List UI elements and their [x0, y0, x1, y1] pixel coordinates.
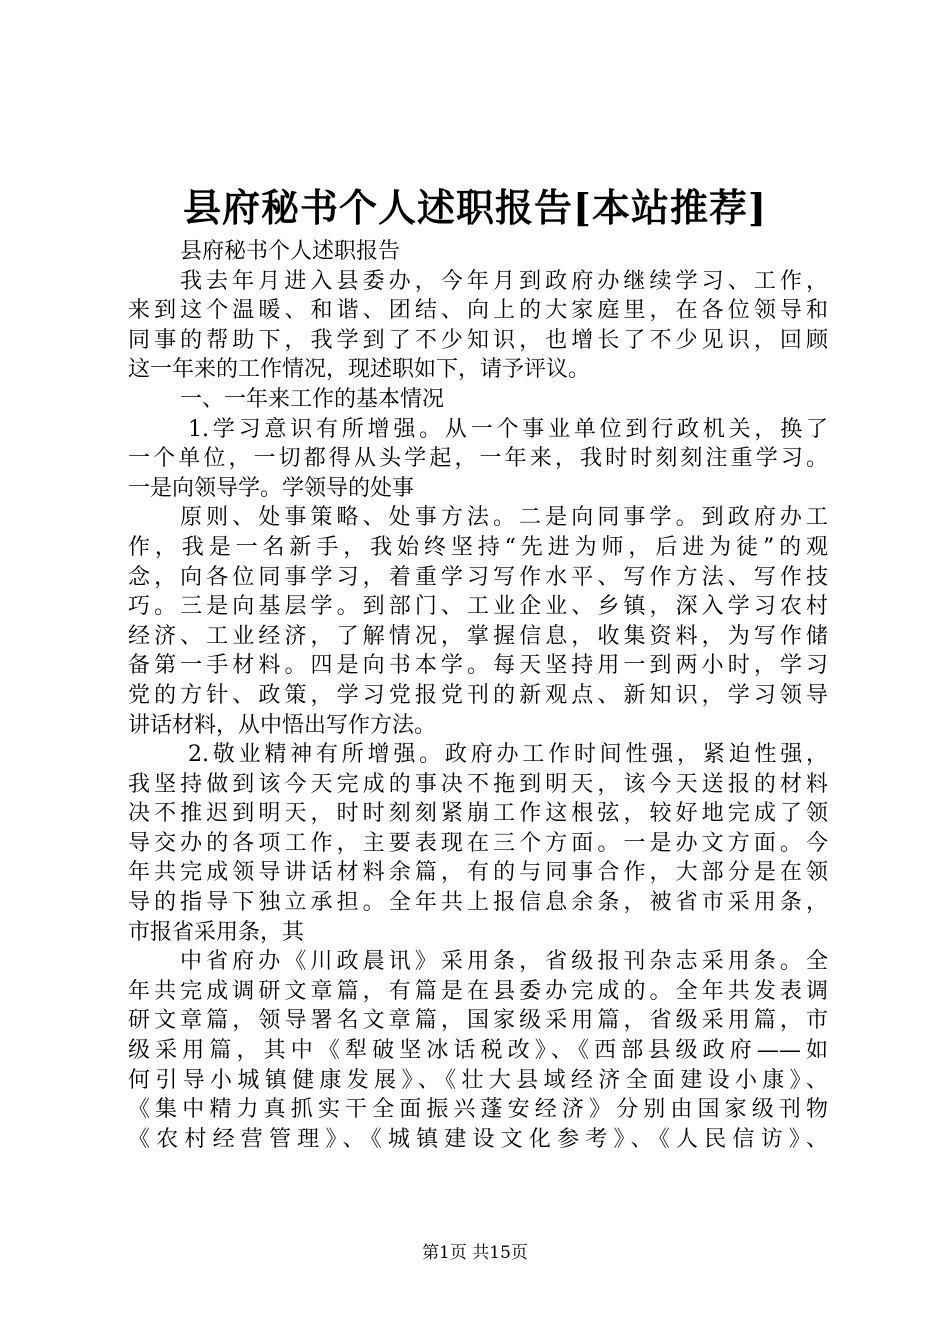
paragraph-line: 市报省采用条，其 — [128, 919, 305, 945]
paragraph-line: 我去年月进入县委办，今年月到政府办继续学习、工作， — [180, 268, 828, 294]
paragraph-line: 年共完成调研文章篇，有篇是在县委办完成的。全年共发表调 — [128, 978, 828, 1004]
paragraph-line: 巧。三是向基层学。到部门、工业企业、乡镇，深入学习农村 — [128, 594, 828, 620]
paragraph-line: 讲话材料，从中悟出写作方法。 — [128, 712, 437, 738]
paragraph-line: 一是向领导学。学领导的处事 — [128, 475, 415, 501]
paragraph-line: 级采用篇，其中《犁破坚冰话税改》、《西部县级政府——如 — [128, 1038, 828, 1064]
section-heading: 一、一年来工作的基本情况 — [180, 386, 445, 412]
paragraph-line: 研文章篇，领导署名文章篇，国家级采用篇，省级采用篇，市 — [128, 1008, 828, 1034]
paragraph-line: 导交办的各项工作，主要表现在三个方面。一是办文方面。今 — [128, 830, 828, 856]
paragraph-line: 2.敬业精神有所增强。政府办工作时间性强，紧迫性强， — [188, 742, 828, 768]
paragraph-line: 《集中精力真抓实干全面振兴蓬安经济》分别由国家级刊物 — [128, 1097, 828, 1123]
paragraph-line: 何引导小城镇健康发展》、《壮大县域经济全面建设小康》、 — [128, 1067, 828, 1093]
paragraph-line: 经济、工业经济，了解情况，掌握信息，收集资料，为写作储 — [128, 623, 828, 649]
paragraph-line: 一个单位，一切都得从头学起，一年来，我时时刻刻注重学习。 — [128, 446, 828, 472]
paragraph-line: 念，向各位同事学习，着重学习写作水平、写作方法、写作技 — [128, 564, 828, 590]
paragraph-line: 我坚持做到该今天完成的事决不拖到明天，该今天送报的材料 — [128, 771, 828, 797]
paragraph-line: 这一年来的工作情况，现述职如下，请予评议。 — [128, 357, 591, 383]
paragraph-line: 备第一手材料。四是向书本学。每天坚持用一到两小时，学习 — [128, 653, 828, 679]
document-title: 县府秘书个人述职报告[本站推荐] — [183, 185, 767, 230]
paragraph-line: 1.学习意识有所增强。从一个事业单位到行政机关，换了 — [188, 416, 828, 442]
paragraph-line: 同事的帮助下，我学到了不少知识，也增长了不少见识，回顾 — [128, 327, 828, 353]
paragraph-line: 决不推迟到明天，时时刻刻紧崩工作这根弦，较好地完成了领 — [128, 801, 828, 827]
paragraph-line: 中省府办《川政晨讯》采用条，省级报刊杂志采用条。全 — [180, 949, 828, 975]
paragraph-line: 《农村经营管理》、《城镇建设文化参考》、《人民信访》、 — [128, 1126, 828, 1152]
subtitle-line: 县府秘书个人述职报告 — [180, 239, 401, 264]
document-body — [128, 237, 828, 1154]
paragraph-line: 作，我是一名新手，我始终坚持“先进为师，后进为徒”的观 — [128, 534, 828, 560]
paragraph-line: 年共完成领导讲话材料余篇，有的与同事合作，大部分是在领 — [128, 860, 828, 886]
paragraph-line: 导的指导下独立承担。全年共上报信息余条，被省市采用条， — [128, 890, 828, 916]
paragraph-line: 原则、处事策略、处事方法。二是向同事学。到政府办工 — [180, 505, 828, 531]
paragraph-line: 党的方针、政策，学习党报党刊的新观点、新知识，学习领导 — [128, 682, 828, 708]
page-number: 第1页 共15页 — [422, 1243, 528, 1263]
paragraph-line: 来到这个温暖、和谐、团结、向上的大家庭里，在各位领导和 — [128, 298, 828, 324]
